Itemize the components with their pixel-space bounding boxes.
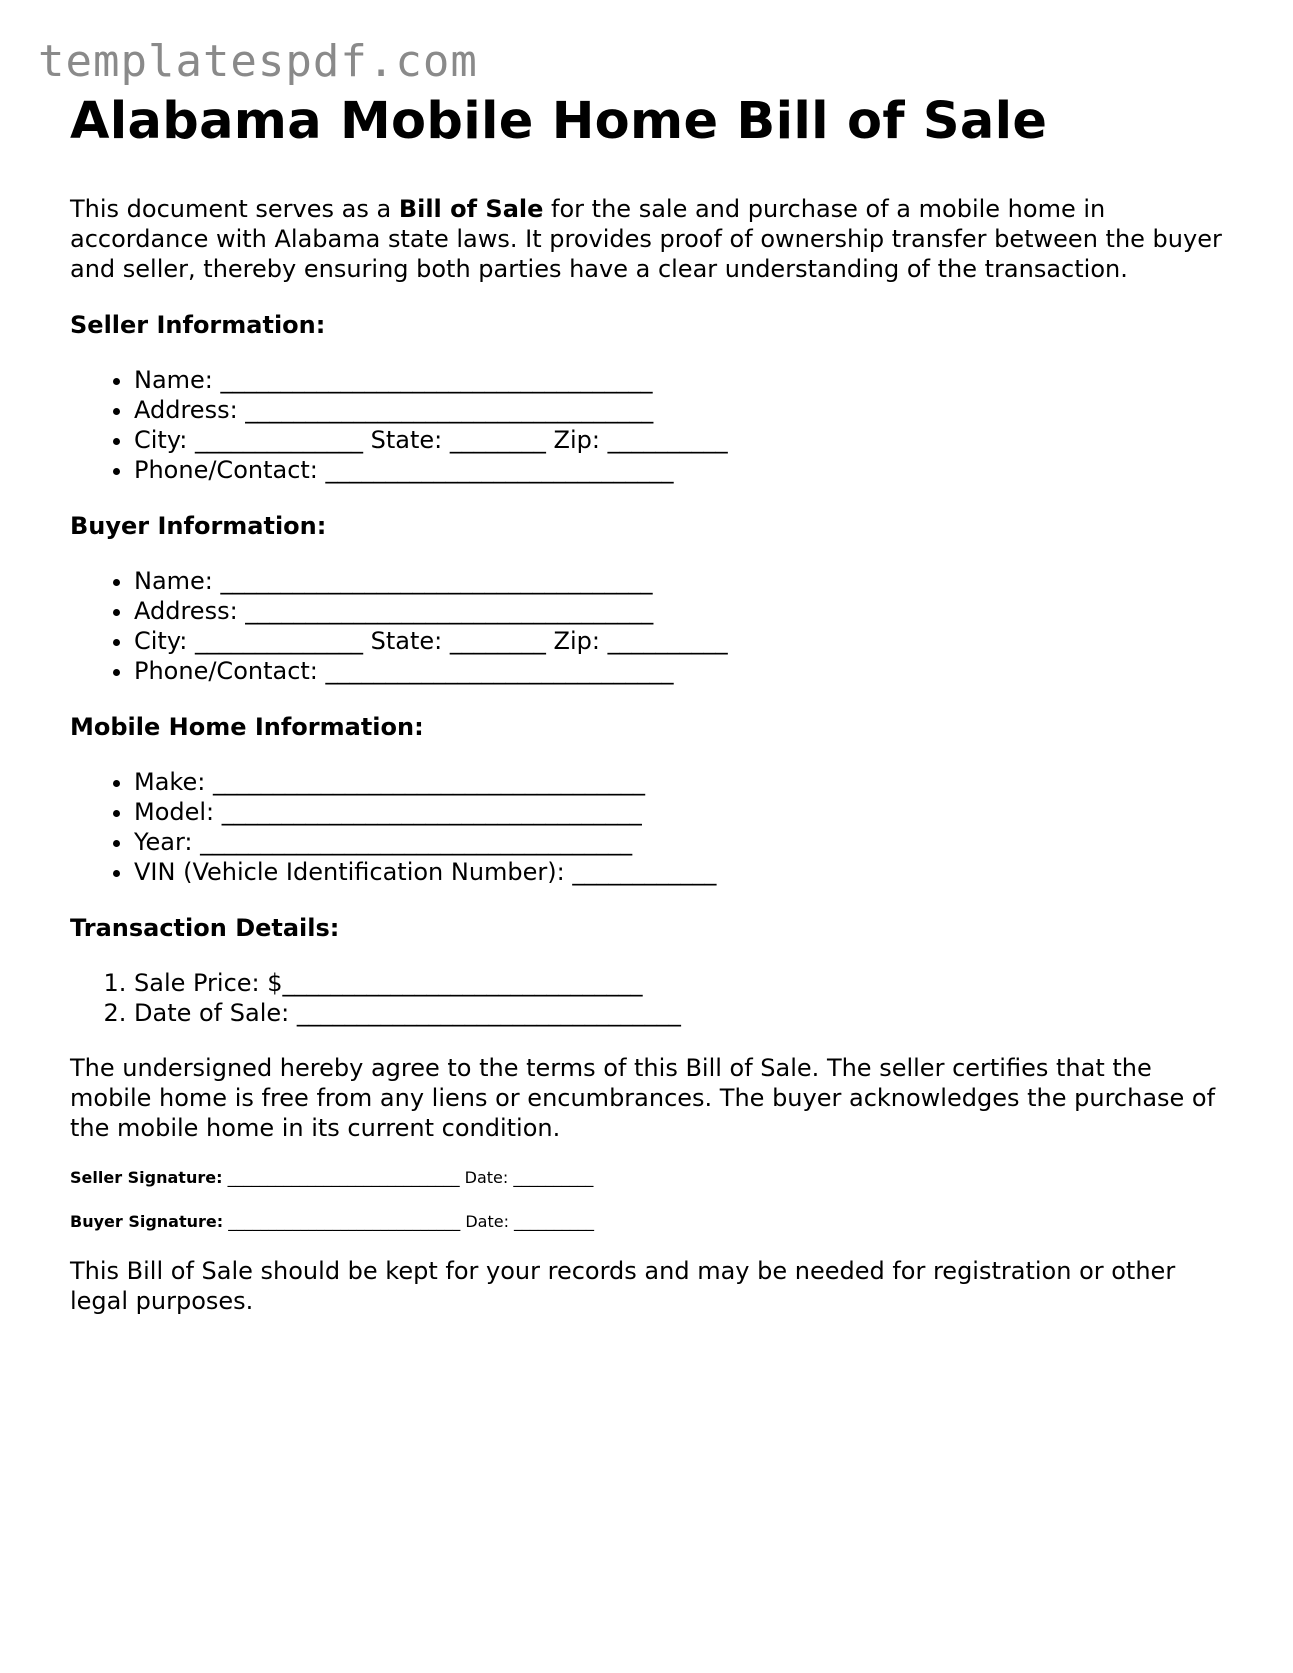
buyer-name-field: • Name: ____________________________________ (134, 566, 1230, 596)
mobile-home-fields-list (70, 767, 1230, 887)
buyer-phone-field: • Phone/Contact: _____________________________ (134, 656, 1230, 686)
seller-signature-label: Seller Signature: (70, 1168, 223, 1187)
make-field: • Make: ____________________________________ (134, 767, 1230, 797)
records-note: This Bill of Sale should be kept for your records and may be needed for registration or other legal purposes. (70, 1257, 1176, 1315)
buyer-signature-label: Buyer Signature: (70, 1212, 224, 1231)
document-page (70, 88, 1230, 1316)
vin-field: • VIN (Vehicle Identification Number): ____________ (134, 857, 1230, 887)
mobile-home-heading: Mobile Home Information: (70, 713, 424, 741)
buyer-heading: Buyer Information: (70, 512, 327, 540)
seller-signature-blanks: _____________________________ Date: __________ (222, 1168, 594, 1187)
intro-bold-term: Bill of Sale (398, 195, 544, 223)
buyer-signature-line (70, 1212, 1230, 1231)
document-title: Alabama Mobile Home Bill of Sale (70, 92, 1048, 151)
seller-city-state-zip-field: • City: ______________ State: ________ Zip: __________ (134, 425, 1230, 455)
year-field: • Year: ____________________________________ (134, 827, 1230, 857)
seller-name-field: • Name: ____________________________________ (134, 365, 1230, 395)
buyer-city-state-zip-field: • City: ______________ State: ________ Zip: __________ (134, 626, 1230, 656)
sale-price-field: 1. Sale Price: $______________________________ (134, 968, 1230, 998)
seller-phone-field: • Phone/Contact: _____________________________ (134, 455, 1230, 485)
intro-text-start: This document serves as a (70, 195, 399, 223)
buyer-address-field: • Address: __________________________________ (134, 596, 1230, 626)
seller-fields-list (70, 365, 1230, 485)
buyer-fields-list (70, 566, 1230, 686)
intro-text-end: for the sale and purchase of a mobile home in accordance with Alabama state laws. It provides proof of ownership transfer between the buyer and seller, thereby ensuring both parties have a clear understanding of the transaction. (70, 195, 1222, 283)
watermark-text: templatespdf.com (38, 36, 478, 87)
intro-paragraph (70, 194, 1230, 284)
transaction-fields-list (70, 968, 1230, 1028)
agreement-paragraph: The undersigned hereby agree to the terms of this Bill of Sale. The seller certifies that the mobile home is free from any liens or encumbrances. The buyer acknowledges the purchase of the mobile home in its current condition. (70, 1054, 1216, 1142)
transaction-heading: Transaction Details: (70, 914, 340, 942)
seller-signature-line (70, 1168, 1230, 1187)
buyer-signature-blanks: _____________________________ Date: __________ (223, 1212, 595, 1231)
seller-heading: Seller Information: (70, 311, 326, 339)
date-of-sale-field: 2. Date of Sale: ________________________________ (134, 998, 1230, 1028)
model-field: • Model: ___________________________________ (134, 797, 1230, 827)
seller-address-field: • Address: __________________________________ (134, 395, 1230, 425)
